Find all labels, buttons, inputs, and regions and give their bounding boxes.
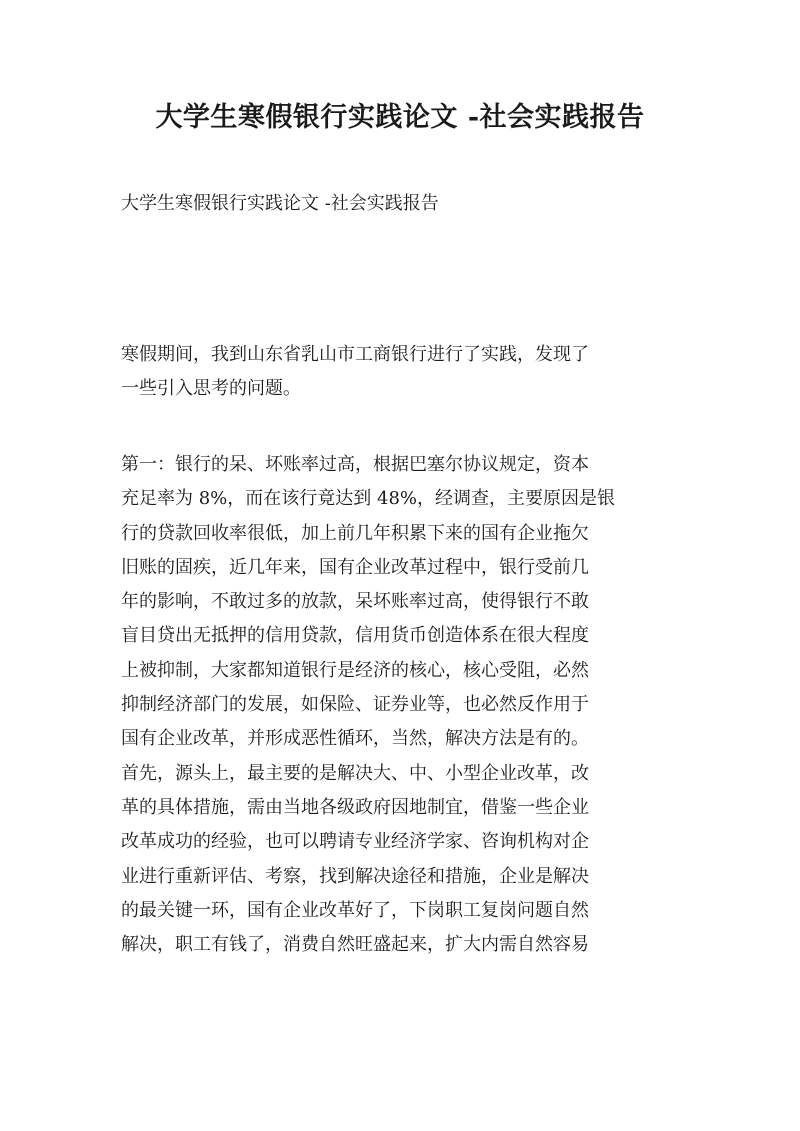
paragraph-line: 充足率为 8%，而在该行竟达到 48%，经调查，主要原因是银 bbox=[121, 488, 616, 510]
paragraph-line: 的最关键一环，国有企业改革好了，下岗职工复岗问题自然 bbox=[121, 899, 589, 921]
paragraph-line: 首先，源头上，最主要的是解决大、中、小型企业改革，改 bbox=[121, 762, 589, 784]
paragraph-line: 盲目贷出无抵押的信用贷款，信用货币创造体系在很大程度 bbox=[121, 625, 589, 647]
paragraph-line: 解决，职工有钱了，消费自然旺盛起来，扩大内需自然容易 bbox=[121, 934, 589, 956]
paragraph-line: 改革成功的经验，也可以聘请专业经济学家、咨询机构对企 bbox=[121, 831, 589, 853]
paragraph-line: 一些引入思考的问题。 bbox=[121, 378, 301, 400]
paragraph-line: 业进行重新评估、考察，找到解决途径和措施，企业是解决 bbox=[121, 865, 589, 887]
paragraph-line: 抑制经济部门的发展，如保险、证券业等，也必然反作用于 bbox=[121, 694, 589, 716]
paragraph-line: 行的贷款回收率很低，加上前几年积累下来的国有企业拖欠 bbox=[121, 522, 589, 544]
document-subtitle: 大学生寒假银行实践论文 -社会实践报告 bbox=[121, 193, 439, 214]
paragraph-line: 寒假期间，我到山东省乳山市工商银行进行了实践，发现了 bbox=[121, 344, 589, 365]
paragraph-first-issue bbox=[121, 448, 687, 962]
paragraph-line: 国有企业改革，并形成恶性循环，当然，解决方法是有的。 bbox=[121, 728, 589, 750]
paragraph-intro bbox=[121, 338, 687, 407]
document-title: 大学生寒假银行实践论文 -社会实践报告 bbox=[155, 102, 645, 133]
paragraph-line: 年的影响，不敢过多的放款，呆坏账率过高，使得银行不敢 bbox=[121, 591, 589, 613]
paragraph-line: 第一：银行的呆、坏账率过高，根据巴塞尔协议规定，资本 bbox=[121, 454, 589, 475]
paragraph-line: 上被抑制，大家都知道银行是经济的核心，核心受阻，必然 bbox=[121, 659, 589, 681]
paragraph-line: 旧账的固疾，近几年来，国有企业改革过程中，银行受前几 bbox=[121, 556, 589, 578]
paragraph-line: 革的具体措施，需由当地各级政府因地制宜，借鉴一些企业 bbox=[121, 796, 589, 818]
